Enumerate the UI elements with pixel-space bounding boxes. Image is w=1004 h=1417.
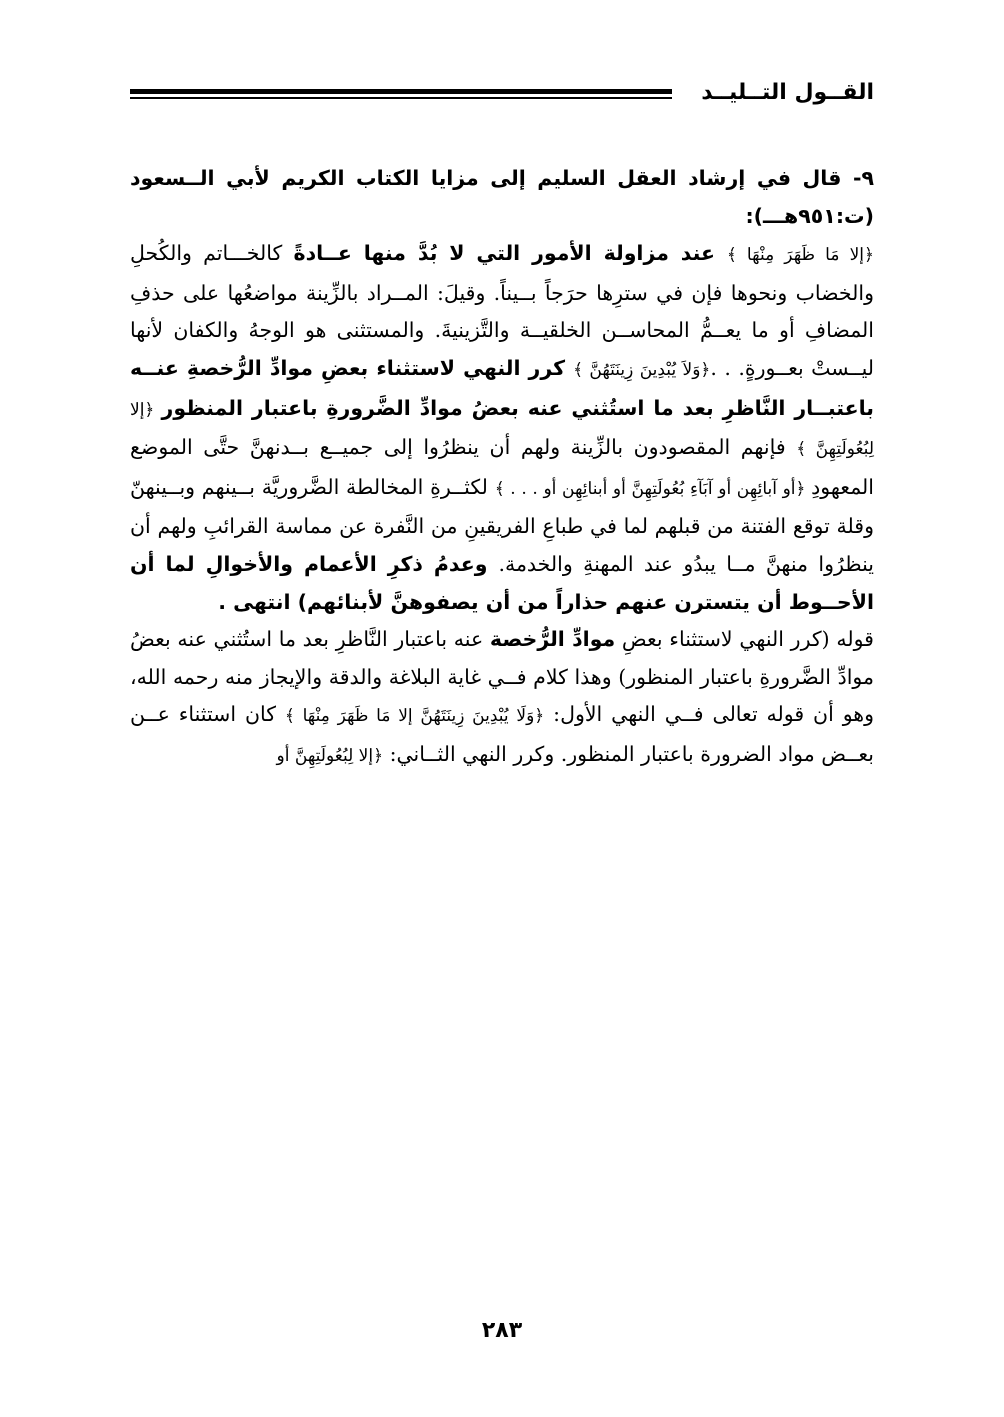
quran-quote-3: ﴿إلا لِبُعُولَتِهِنَّ ﴾ — [130, 399, 874, 460]
text-run-2: فإنهم المقصودون بالزِّينة ولهم أن ينظرُوا إلى جميــع بــدنهنَّ حتَّى الموضع المعهودِ — [130, 435, 874, 499]
commentary-run-1: قوله (كرر النهي لاستثناء بعضِ — [615, 627, 874, 652]
commentary-run-2: عنه باعتبار النَّاظرِ بعد ما استُثني عنه بعضُ موادِّ الضَّرورةِ باعتبار المنظور) وهذا كلام فــي غاية البلاغة والدقة والإيجاز منه رحمه الله، وهو أن قوله تعالى فــي النهي الأول: — [130, 627, 874, 727]
commentary-bold: موادِّ الرُّخصة — [489, 627, 616, 652]
quran-quote-1: ﴿إلا مَا ظَهَرَ مِنْهَا ﴾ — [726, 245, 874, 266]
quoted-passage — [130, 235, 874, 621]
text-run-3: لكثــرةِ المخالطة الضَّروريَّة بــينهم وبــينهنّ وقلة توقع الفتنة من قبلهم لما في طباعِ الفريقينِ من النَّفرة عن مماسة القرائبِ ولهم أن ينظرُوا منهنَّ مــا يبدُو عند المهنةِ والخدمة. — [130, 474, 874, 576]
commentary-paragraph — [130, 621, 874, 775]
quran-quote-5: ﴿وَلَا يُبْدِينَ زِينَتَهُنَّ إلا مَا ظَهَرَ مِنْهَا ﴾ — [284, 706, 545, 727]
section-heading: ٩- قال في إرشاد العقل السليم إلى مزايا الكتاب الكريم لأبي الــسعود (ت:٩٥١هـــ): — [130, 166, 874, 228]
quran-quote-6: ﴿إلا لِبُعُولَتِهِنَّ أو — [276, 745, 384, 766]
running-title: القــول التــليــد — [701, 80, 874, 105]
text-run-1: كالخـــاتم والكُحلِ والخضاب ونحوها فإن في سترِها حرَجاً بــيناً. وقيلَ: المــراد بالزِّينة مواضعُها على حذفِ المضافِ أو ما يعــمُّ المحاســن الخلقيــة والتَّزينيةَ. والمستثنى هو الوجهُ والكفان لأنها ليــستْ بعــورةٍ. . . — [130, 241, 874, 380]
quran-quote-2: ﴿وَلاَ يُبْدِينَ زِينَتَهُنَّ ﴾ — [573, 359, 711, 380]
bold-phrase-3: وعدمُ ذكرِ الأعمام والأخوالِ لما أن الأحــوط أن يتسترن عنهم حذاراً من أن يصفوهنَّ لأبنائهم) انتهى . — [130, 551, 874, 614]
header-rule-thin — [130, 97, 672, 99]
quran-quote-4: ﴿أو آبائِهِن أو آبَآءِ بُعُولَتِهِنَّ أو أبنائِهِن أو . . . ﴾ — [494, 478, 812, 499]
commentary-run-3: كان استثناء عــن بعــض مواد الضرورة باعتبار المنظور. وكرر النهي الثــاني: — [130, 702, 874, 766]
header-rule — [130, 89, 672, 99]
page-body — [130, 160, 874, 776]
bold-phrase-1: عند مزاولة الأمور التي لا بُدَّ منها عــادةً — [293, 241, 727, 266]
header-rule-thick — [130, 89, 672, 94]
page-number: ٢٨٣ — [481, 1318, 523, 1343]
bold-phrase-2: كرر النهي لاستثناء بعضِ موادِّ الرُّخصةِ عنــه باعتبــار النَّاظرِ بعد ما استُثني عنه بعضُ موادِّ الضَّرورةِ باعتبار المنظور — [130, 355, 874, 420]
page-header — [130, 78, 874, 112]
